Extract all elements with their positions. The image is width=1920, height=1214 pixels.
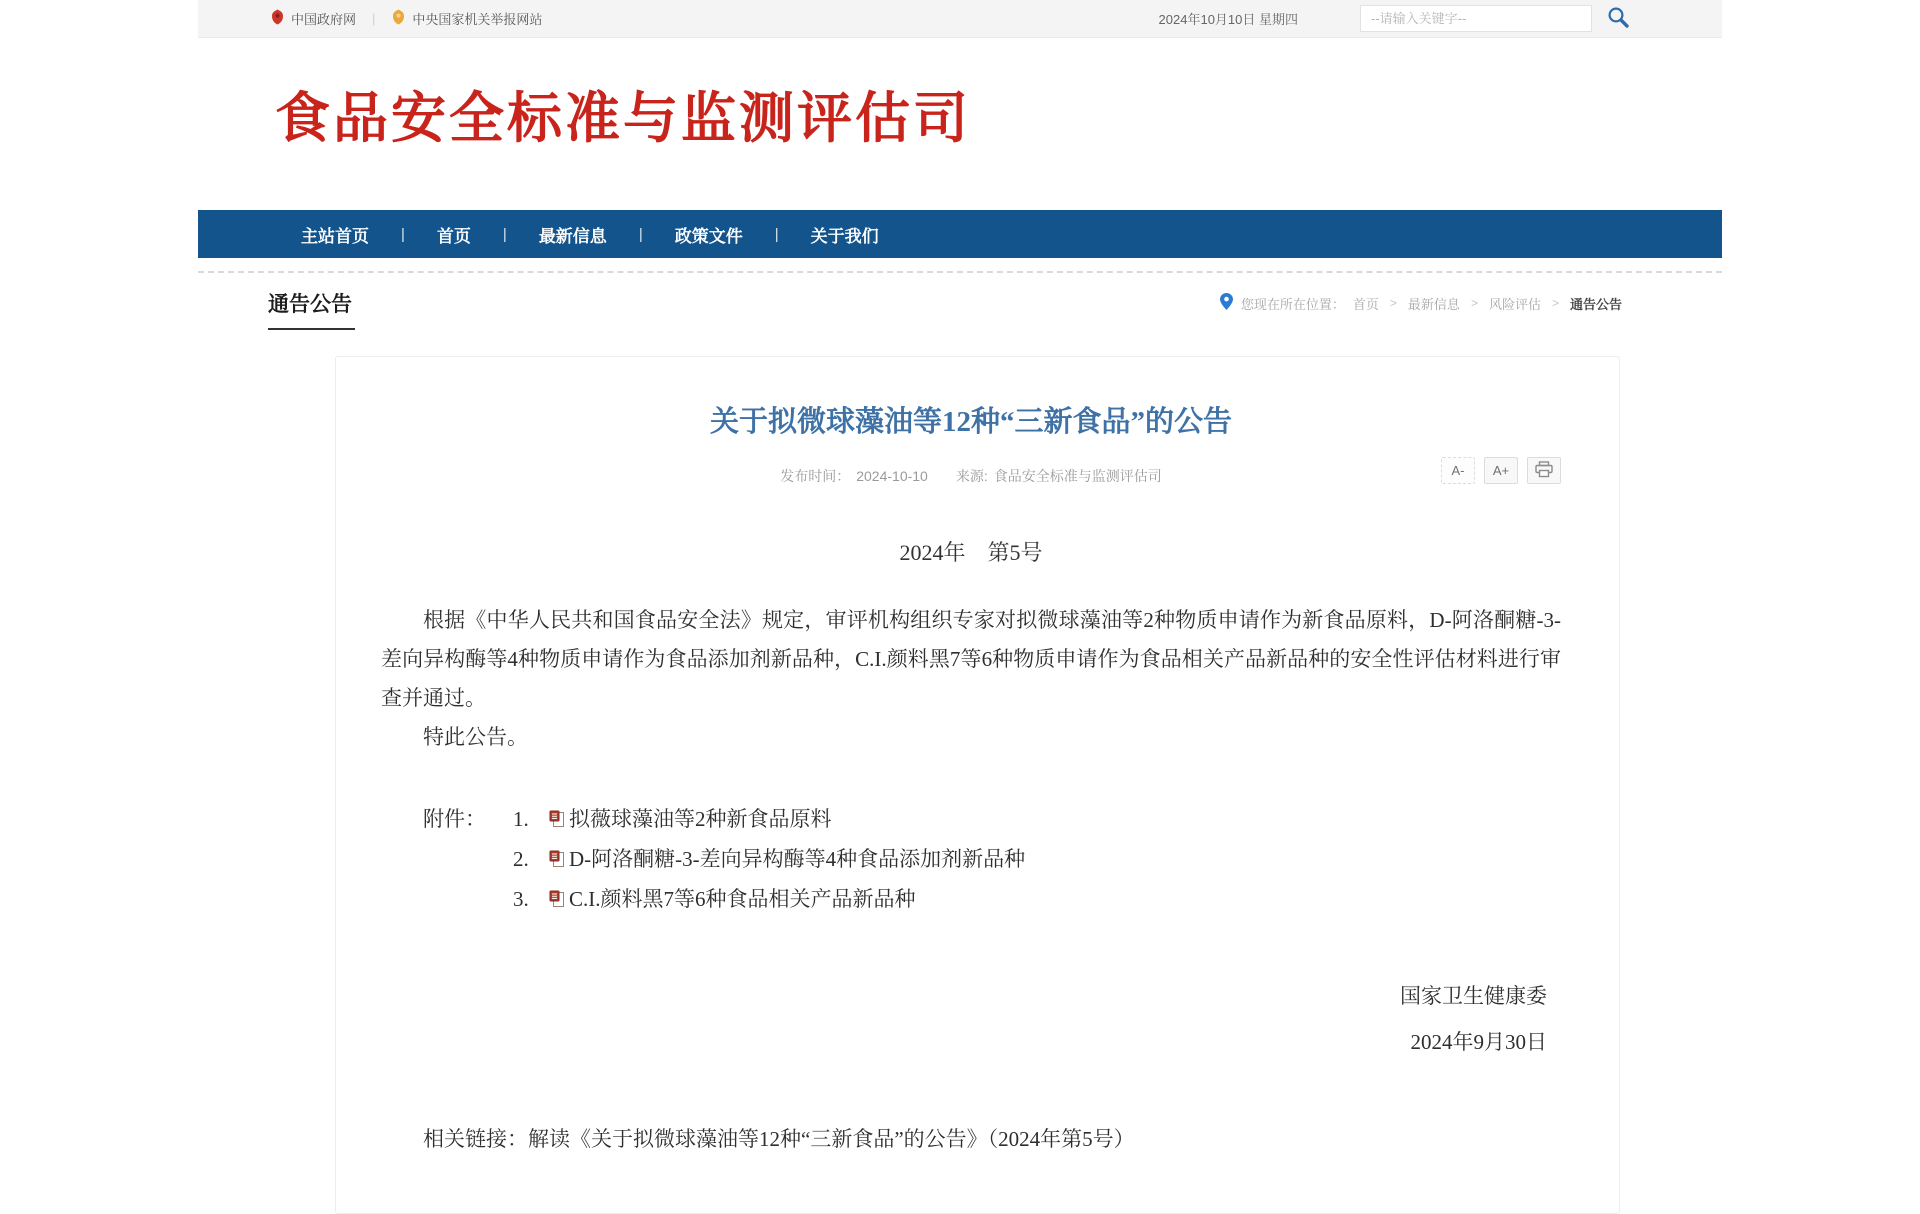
breadcrumb-current: 通告公告	[1569, 296, 1622, 312]
attachment-row	[381, 839, 1561, 879]
document-file-icon	[549, 890, 565, 908]
document-number: 2024年 第5号	[899, 540, 1043, 565]
gov-site-link[interactable]	[270, 9, 356, 28]
article-tools	[1441, 457, 1561, 484]
nav-divider: |	[401, 225, 405, 243]
search-icon	[1606, 5, 1630, 32]
breadcrumb-separator: >	[1470, 296, 1478, 310]
topbar-divider: |	[372, 11, 376, 26]
document-file-icon	[549, 810, 565, 828]
nav-item-home[interactable]: 首页	[436, 226, 471, 246]
nav-divider: |	[638, 225, 643, 243]
signature-block	[381, 973, 1561, 1065]
breadcrumb-separator: >	[1551, 296, 1559, 310]
attachments-label: 附件：	[423, 807, 486, 831]
printer-icon	[1534, 461, 1554, 481]
nav-item-about-us[interactable]: 关于我们	[810, 226, 879, 246]
attachment-link-1[interactable]: 拟薇球藻油等2种新食品原料	[569, 807, 832, 831]
font-larger-button[interactable]: A+	[1484, 457, 1518, 484]
attachments-list	[381, 799, 1561, 919]
publish-time-label: 发布时间：	[780, 468, 851, 484]
attachment-number: 2.	[513, 847, 529, 871]
related-links-label: 相关链接：	[423, 1127, 528, 1151]
related-interpretation-link[interactable]: 解读《关于拟微球藻油等12种“三新食品”的公告》（2024年第5号）	[528, 1127, 1135, 1151]
national-emblem-icon	[270, 9, 285, 28]
related-links-row	[381, 1123, 1561, 1153]
site-banner	[198, 38, 1722, 210]
article-header	[381, 399, 1561, 486]
signature-date: 2024年9月30日	[1410, 1030, 1547, 1054]
signature-org: 国家卫生健康委	[1400, 984, 1547, 1008]
location-pin-icon	[1220, 293, 1233, 313]
report-emblem-icon	[391, 9, 406, 28]
report-site-link[interactable]	[391, 9, 542, 28]
body-paragraph: 特此公告。	[423, 725, 528, 749]
section-row	[198, 288, 1722, 330]
breadcrumb-latest-info[interactable]: 最新信息	[1407, 296, 1460, 312]
attachment-number: 3.	[513, 887, 529, 911]
topbar-right	[1159, 5, 1630, 32]
search-button[interactable]	[1606, 5, 1630, 32]
source-label: 来源:	[955, 468, 988, 484]
breadcrumb-prefix: 您现在所在位置：	[1240, 296, 1345, 312]
publish-time-value: 2024-10-10	[856, 468, 928, 484]
article-title: 关于拟微球藻油等12种“三新食品”的公告	[709, 406, 1232, 438]
font-smaller-button[interactable]: A-	[1441, 457, 1475, 484]
source-value: 食品安全标准与监测评估司	[993, 468, 1162, 484]
attachment-number: 1.	[513, 807, 529, 831]
report-site-label: 中央国家机关举报网站	[412, 12, 543, 27]
dashed-separator	[198, 271, 1722, 273]
attachment-row	[381, 879, 1561, 919]
attachment-row	[381, 799, 1561, 839]
nav-item-main-home[interactable]: 主站首页	[301, 226, 369, 246]
nav-item-policy-docs[interactable]: 政策文件	[674, 226, 743, 246]
body-paragraph: 根据《中华人民共和国食品安全法》规定，审评机构组织专家对拟微球藻油等2种物质申请作为新食品原料，D-阿洛酮糖-3-差向异构酶等4种物质申请作为食品添加剂新品种，C.I.颜料黑7等6种物质申请作为食品相关产品新品种的安全性评估材料进行审查并通过。	[381, 608, 1561, 710]
page-container	[198, 0, 1722, 1214]
gov-site-label: 中国政府网	[291, 12, 357, 27]
document-file-icon	[549, 850, 565, 868]
breadcrumb-home[interactable]: 首页	[1352, 296, 1379, 312]
print-button[interactable]	[1527, 457, 1561, 484]
breadcrumb-risk-assessment[interactable]: 风险评估	[1488, 296, 1541, 312]
section-title: 通告公告	[268, 288, 355, 330]
attachment-link-3[interactable]: C.I.颜料黑7等6种食品相关产品新品种	[569, 887, 916, 911]
main-nav	[198, 210, 1722, 258]
breadcrumb	[1220, 293, 1622, 313]
nav-item-latest-info[interactable]: 最新信息	[538, 226, 607, 246]
article-body	[381, 536, 1561, 1153]
breadcrumb-separator: >	[1389, 296, 1397, 310]
site-title: 食品安全标准与监测评估司	[275, 86, 972, 149]
article-card	[335, 356, 1620, 1214]
article-meta	[381, 466, 1561, 486]
topbar-links	[270, 9, 542, 28]
nav-divider: |	[774, 225, 779, 243]
search-input[interactable]	[1360, 5, 1592, 32]
top-utility-bar	[198, 0, 1722, 38]
attachment-link-2[interactable]: D-阿洛酮糖-3-差向异构酶等4种食品添加剂新品种	[569, 847, 1026, 871]
nav-divider: |	[502, 225, 507, 243]
current-date: 2024年10月10日 星期四	[1158, 12, 1298, 27]
